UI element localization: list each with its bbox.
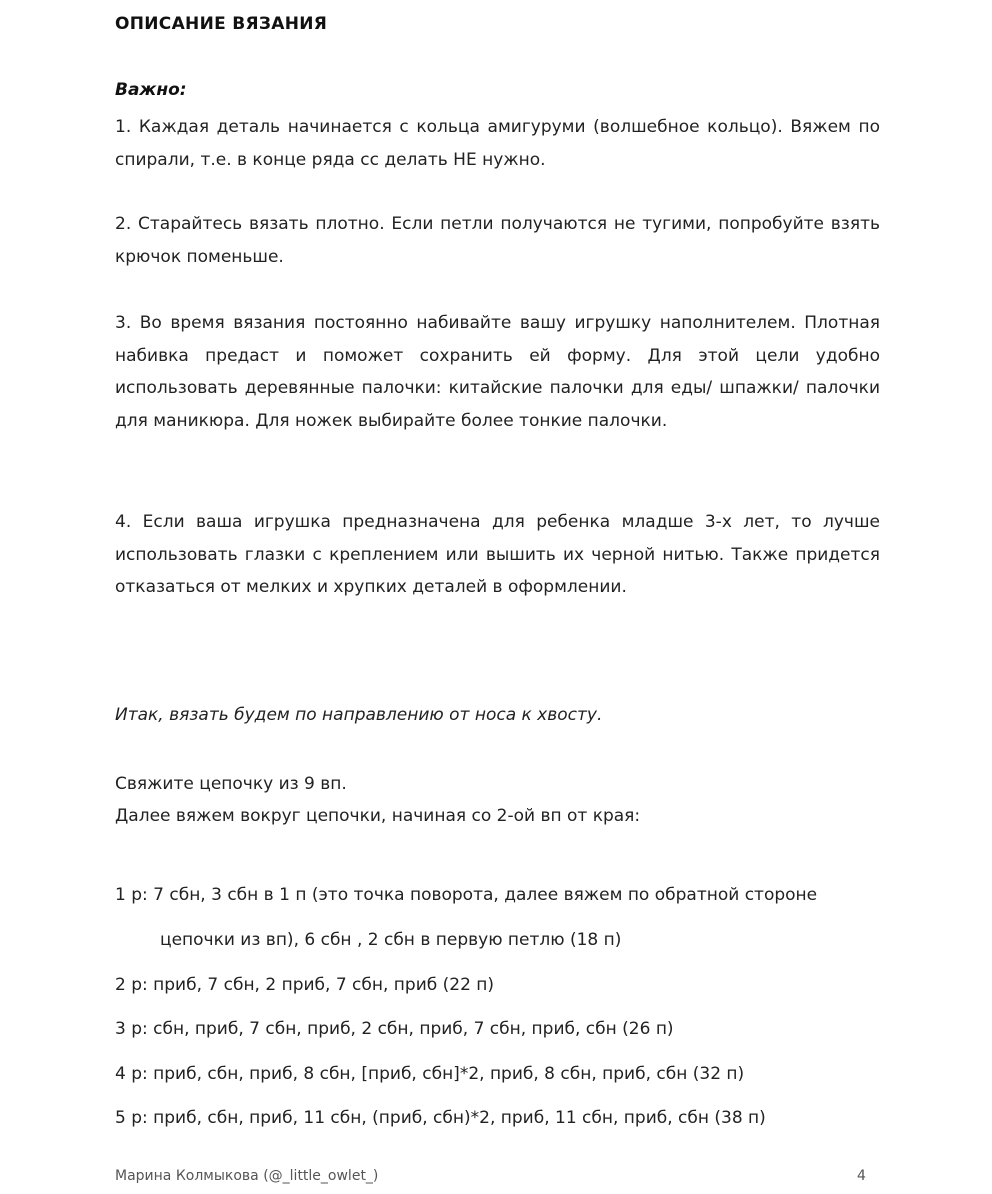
footer-author: Марина Колмыкова (@_little_owlet_)	[115, 1168, 379, 1184]
page-number: 4	[857, 1168, 866, 1184]
row-1: 1 р: 7 сбн, 3 сбн в 1 п (это точка поворота, далее вяжем по обратной стороне	[115, 885, 818, 905]
page-title: ОПИСАНИЕ ВЯЗАНИЯ	[115, 14, 328, 34]
note-4: 4. Если ваша игрушка предназначена для ребенка младше 3-х лет, то лучше использовать глазки с креплением или вышить их черной нитью. Также придется отказаться от мелких и хрупких деталей в оформлении.	[115, 512, 880, 597]
row-4: 4 р: приб, сбн, приб, 8 сбн, [приб, сбн]*2, приб, 8 сбн, приб, сбн (32 п)	[115, 1064, 745, 1084]
row-1-continuation: цепочки из вп), 6 сбн , 2 сбн в первую петлю (18 п)	[160, 930, 622, 950]
important-label: Важно:	[115, 80, 187, 100]
note-3: 3. Во время вязания постоянно набивайте вашу игрушку наполнителем. Плотная набивка предаст и поможет сохранить ей форму. Для этой цели удобно использовать деревянные палочки: китайские палочки для еды/ шпажки/ палочки для маникюра. Для ножек выбирайте более тонкие палочки.	[115, 313, 880, 431]
note-1: 1. Каждая деталь начинается с кольца амигуруми (волшебное кольцо). Вяжем по спирали, т.е. в конце ряда сс делать НЕ нужно.	[115, 117, 880, 170]
row-2: 2 р: приб, 7 сбн, 2 приб, 7 сбн, приб (22 п)	[115, 975, 495, 995]
row-3: 3 р: сбн, приб, 7 сбн, приб, 2 сбн, приб, 7 сбн, приб, сбн (26 п)	[115, 1019, 674, 1039]
around-instruction: Далее вяжем вокруг цепочки, начиная со 2-ой вп от края:	[115, 806, 641, 826]
row-5: 5 р: приб, сбн, приб, 11 сбн, (приб, сбн)*2, приб, 11 сбн, приб, сбн (38 п)	[115, 1108, 766, 1128]
note-2: 2. Старайтесь вязать плотно. Если петли получаются не тугими, попробуйте взять крючок поменьше.	[115, 214, 880, 267]
chain-instruction: Свяжите цепочку из 9 вп.	[115, 774, 347, 794]
intro-text: Итак, вязать будем по направлению от носа к хвосту.	[115, 705, 603, 725]
